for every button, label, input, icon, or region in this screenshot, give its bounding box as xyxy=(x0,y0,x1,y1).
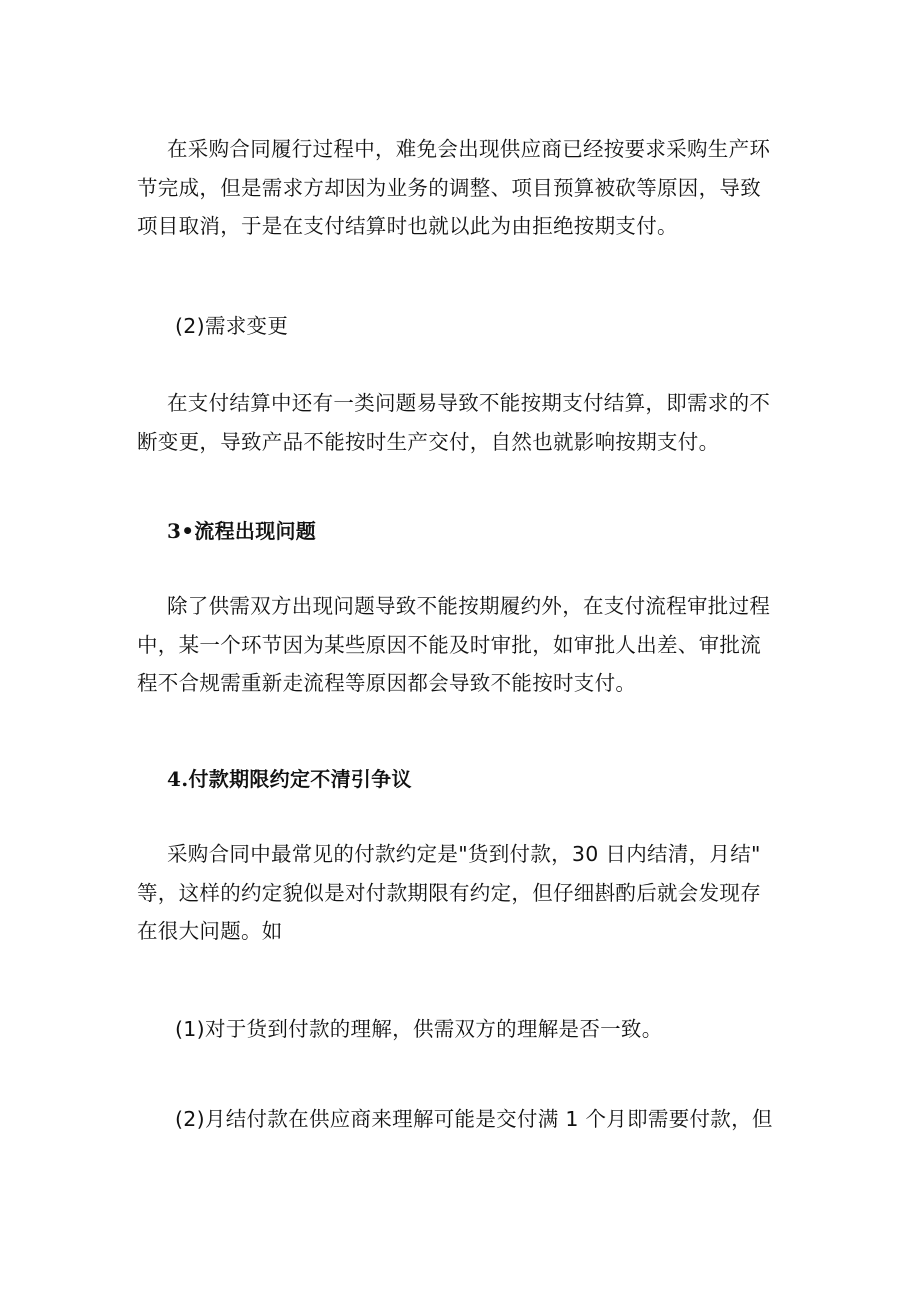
paragraph-line: 在很大问题。如 xyxy=(137,919,283,943)
paragraph-line: 断变更，导致产品不能按时生产交付，自然也就影响按期支付。 xyxy=(137,429,720,454)
paragraph-process-problem xyxy=(137,587,797,703)
subheading-demand-change-block xyxy=(137,307,797,346)
paragraph-line: 中，某一个环节因为某些原因不能及时审批，如审批人出差、审批流 xyxy=(137,632,761,657)
paragraph-payment-cancel xyxy=(137,130,797,246)
paragraph-line: 等，这样的约定貌似是对付款期限有约定，但仔细斟酌后就会发现存 xyxy=(137,880,761,905)
list-item-monthly: (2)月结付款在供应商来理解可能是交付满 1 个月即需要付款，但 xyxy=(175,1107,773,1131)
paragraph-line: 在支付结算中还有一类问题易导致不能按期支付结算，即需求的不 xyxy=(167,391,771,415)
paragraph-line: 项目取消，于是在支付结算时也就以此为由拒绝按期支付。 xyxy=(137,214,678,238)
paragraph-line: 除了供需双方出现问题导致不能按期履约外，在支付流程审批过程 xyxy=(167,594,771,618)
heading-process-problem: 3•流程出现问题 xyxy=(167,519,317,543)
subheading-demand-change: (2)需求变更 xyxy=(175,314,289,338)
heading-process-problem-block xyxy=(137,512,797,551)
heading-payment-term-block xyxy=(137,760,797,799)
list-item-cod-block xyxy=(137,1010,797,1049)
paragraph-line: 采购合同中最常见的付款约定是"货到付款，30 日内结清，月结" xyxy=(167,842,761,866)
list-item-monthly-block xyxy=(137,1100,797,1139)
paragraph-demand-change xyxy=(137,384,797,461)
list-item-cod: (1)对于货到付款的理解，供需双方的理解是否一致。 xyxy=(175,1017,663,1041)
heading-payment-term: 4.付款期限约定不清引争议 xyxy=(167,767,412,791)
paragraph-line: 程不合规需重新走流程等原因都会导致不能按时支付。 xyxy=(137,671,637,695)
paragraph-payment-term xyxy=(137,835,797,951)
paragraph-line: 在采购合同履行过程中，难免会出现供应商已经按要求采购生产环 xyxy=(167,137,771,161)
paragraph-line: 节完成，但是需求方却因为业务的调整、项目预算被砍等原因，导致 xyxy=(137,175,761,200)
